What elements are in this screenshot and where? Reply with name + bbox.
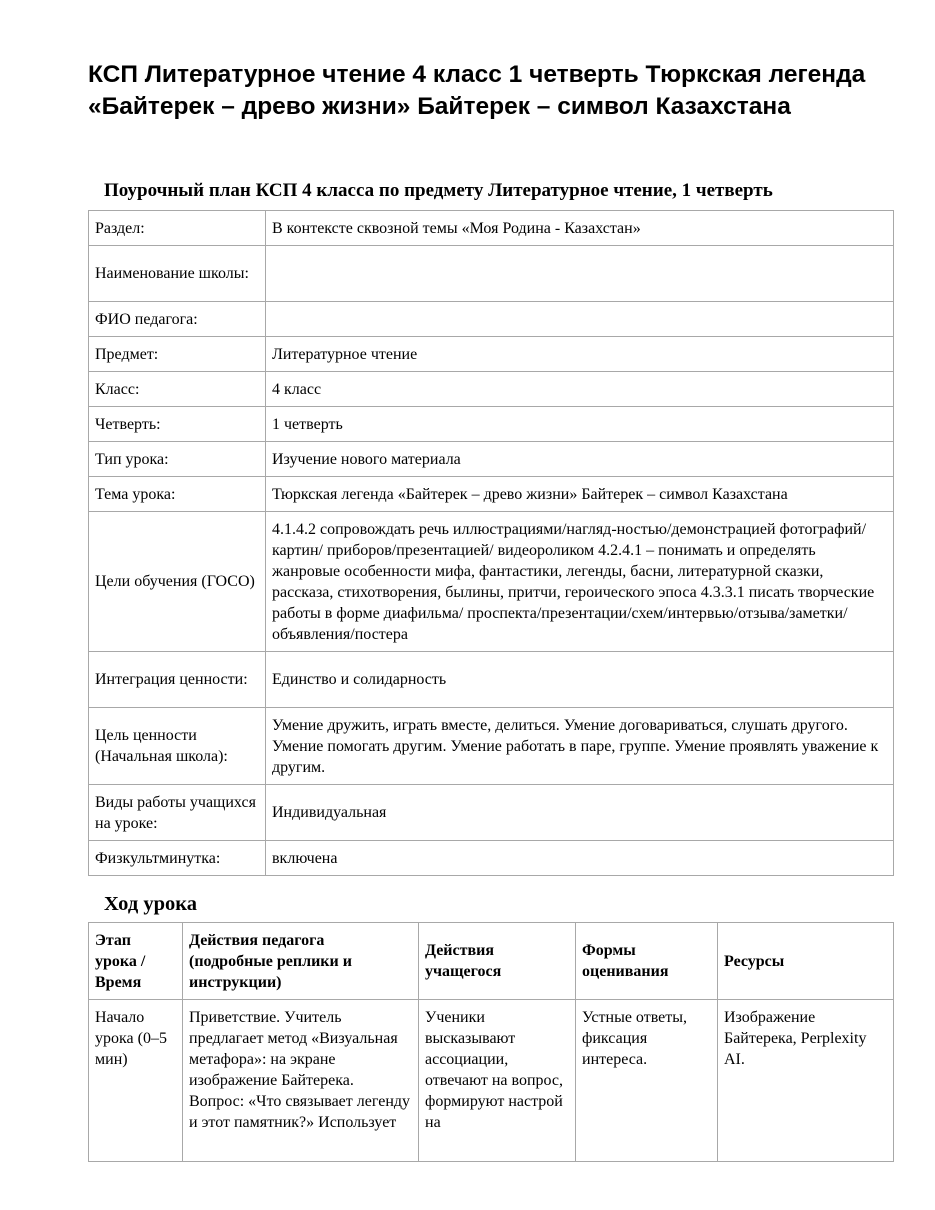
table-row — [89, 477, 894, 512]
column-header-assessment: Формы оценивания — [576, 923, 718, 1000]
student-actions-cell: Ученики высказывают ассоциации, отвечают на вопрос, формируют настрой на — [419, 1000, 576, 1162]
info-value: Литературное чтение — [266, 337, 894, 372]
table-header-row — [89, 923, 894, 1000]
table-row — [89, 337, 894, 372]
info-value: Изучение нового материала — [266, 442, 894, 477]
info-value — [266, 246, 894, 302]
info-value: включена — [266, 841, 894, 876]
info-value: Тюркская легенда «Байтерек – древо жизни» Байтерек – символ Казахстана — [266, 477, 894, 512]
lesson-stage-cell: Начало урока (0–5 мин) — [89, 1000, 183, 1162]
info-value: 4.1.4.2 сопровождать речь иллюстрациями/нагляд-ностью/демонстрацией фотографий/картин/ приборов/презентацией/ видеороликом 4.2.4.1 – понимать и определять жанровые особенности мифа, фантастики, легенды, басни, литературной сказки, рассказа, стихотворения, былины, притчи, героического эпоса 4.3.3.1 писать творческие работы в форме диафильма/ проспекта/презентации/схем/интервью/отзыва/заметки/ объявления/постера — [266, 512, 894, 652]
info-key: Предмет: — [89, 337, 266, 372]
table-row — [89, 785, 894, 841]
column-header-stage: Этап урока / Время — [89, 923, 183, 1000]
table-row — [89, 372, 894, 407]
info-key: Тип урока: — [89, 442, 266, 477]
table-row — [89, 211, 894, 246]
table-row — [89, 652, 894, 708]
lesson-info-table — [88, 210, 894, 876]
table-row — [89, 841, 894, 876]
info-key: Цели обучения (ГОСО) — [89, 512, 266, 652]
info-key: ФИО педагога: — [89, 302, 266, 337]
info-key: Раздел: — [89, 211, 266, 246]
info-key: Виды работы учащихся на уроке: — [89, 785, 266, 841]
lesson-heading: Ход урока — [104, 893, 197, 915]
info-key: Наименование школы: — [89, 246, 266, 302]
plan-heading: Поурочный план КСП 4 класса по предмету Литературное чтение, 1 четверть — [104, 180, 773, 201]
info-value: В контексте сквозной темы «Моя Родина - Казахстан» — [266, 211, 894, 246]
table-row — [89, 708, 894, 785]
info-key: Четверть: — [89, 407, 266, 442]
info-value — [266, 302, 894, 337]
table-row — [89, 442, 894, 477]
table-row — [89, 512, 894, 652]
table-row — [89, 1000, 894, 1162]
document-title: КСП Литературное чтение 4 класс 1 четверть Тюркская легенда «Байтерек – древо жизни» Байтерек – символ Казахстана — [88, 61, 866, 120]
teacher-actions-cell: Приветствие. Учитель предлагает метод «Визуальная метафора»: на экране изображение Байтерека. Вопрос: «Что связывает легенду и этот памятник?» Использует — [183, 1000, 419, 1162]
resources-cell: Изображение Байтерека, Perplexity AI. — [718, 1000, 894, 1162]
info-key: Цель ценности (Начальная школа): — [89, 708, 266, 785]
column-header-resources: Ресурсы — [718, 923, 894, 1000]
lesson-progress-table — [88, 922, 894, 1162]
info-key: Физкультминутка: — [89, 841, 266, 876]
table-row — [89, 246, 894, 302]
info-key: Тема урока: — [89, 477, 266, 512]
info-key: Класс: — [89, 372, 266, 407]
column-header-student-actions: Действия учащегося — [419, 923, 576, 1000]
info-value: 4 класс — [266, 372, 894, 407]
assessment-cell: Устные ответы, фиксация интереса. — [576, 1000, 718, 1162]
info-value: 1 четверть — [266, 407, 894, 442]
column-header-teacher-actions: Действия педагога (подробные реплики и инструкции) — [183, 923, 419, 1000]
table-row — [89, 407, 894, 442]
info-value: Единство и солидарность — [266, 652, 894, 708]
info-key: Интеграция ценности: — [89, 652, 266, 708]
info-value: Индивидуальная — [266, 785, 894, 841]
info-value: Умение дружить, играть вместе, делиться. Умение договариваться, слушать другого. Умение помогать другим. Умение работать в паре, группе. Умение проявлять уважение к другим. — [266, 708, 894, 785]
table-row — [89, 302, 894, 337]
